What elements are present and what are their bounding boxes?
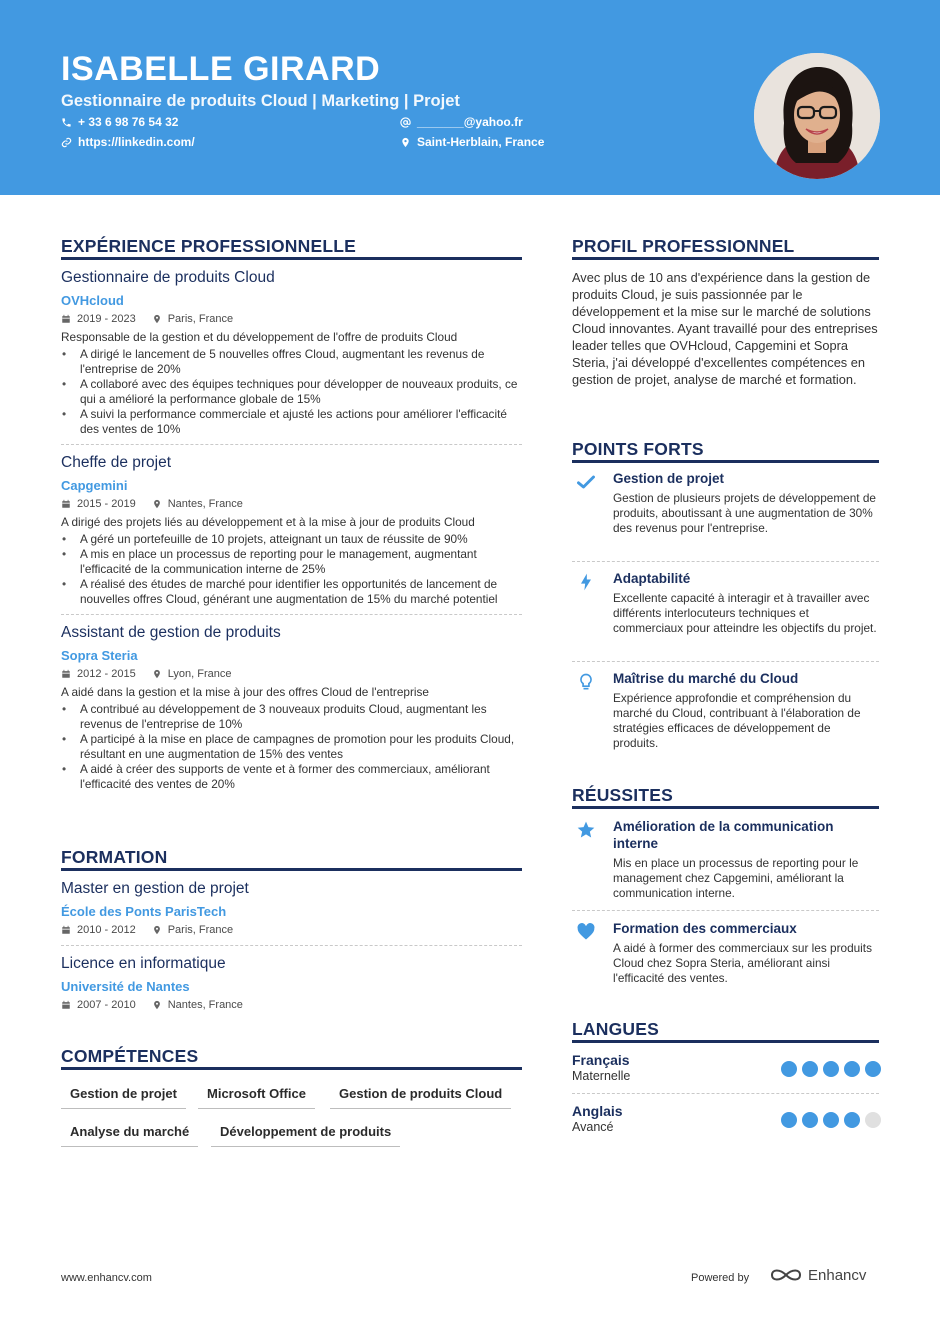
job-dates: 2012 - 2015 (77, 668, 136, 680)
job-title: Gestionnaire de produits Cloud (61, 269, 275, 286)
degree-title: Licence en informatique (61, 955, 226, 972)
skill-tag: Gestion de produits Cloud (330, 1086, 511, 1109)
job-meta (61, 668, 522, 680)
achievement-title: Amélioration de la communication interne (613, 819, 834, 851)
section-title-profile: PROFIL PROFESSIONNEL (572, 236, 795, 256)
section-divider (572, 257, 879, 260)
calendar-icon (61, 314, 71, 324)
profile-summary: Avec plus de 10 ans d'expérience dans la gestion de produits Cloud, je suis passionnée par le développement et la mise sur le marché de solutions Cloud innovantes. Ayant travaillé pour des entreprises leader telles que OVHcloud, Capgemini et Sopra Steria, j'ai développé d'excellentes compétences en gestion de projet, analyse de marché et formation. (572, 270, 878, 387)
entry-divider (61, 444, 522, 445)
link-contact (61, 135, 195, 149)
strength-item (572, 470, 879, 536)
lightbulb-icon (576, 672, 596, 692)
skill-tag: Analyse du marché (61, 1124, 198, 1147)
education-meta (61, 924, 522, 936)
language-rating (781, 1112, 881, 1128)
brand-name: Enhancv (808, 1266, 867, 1284)
star-icon (576, 820, 596, 840)
rating-dot-empty (865, 1112, 881, 1128)
company-name: OVHcloud (61, 293, 124, 308)
strength-description: Expérience approfondie et compréhension du marché du Cloud, contribuant à l'élaboration de stratégies efficaces de développement de produits. (613, 691, 861, 750)
section-divider (61, 1067, 522, 1070)
job-meta (61, 498, 522, 510)
education-dates: 2007 - 2010 (77, 999, 136, 1011)
strength-description: Gestion de plusieurs projets de développement de produits, aboutissant à une augmentation de 30% des revenus pour l'entreprise. (613, 491, 876, 535)
job-summary: Responsable de la gestion et du développement de l'offre de produits Cloud (61, 330, 458, 344)
job-bullet: • A mis en place un processus de reporting pour le management, augmentant l'efficacité de la communication interne de 25% (61, 547, 522, 577)
language-rating (781, 1061, 881, 1077)
achievement-item (572, 818, 879, 901)
candidate-subtitle: Gestionnaire de produits Cloud | Marketing | Projet (61, 92, 460, 110)
job-location: Nantes, France (167, 498, 243, 510)
avatar (754, 53, 880, 179)
job-entry (61, 269, 522, 437)
entry-divider (572, 1093, 879, 1094)
phone-contact (61, 115, 178, 129)
degree-title: Master en gestion de projet (61, 880, 249, 897)
section-title-experience: EXPÉRIENCE PROFESSIONNELLE (61, 236, 356, 256)
strength-item (572, 670, 879, 751)
education-entry (61, 955, 522, 1011)
strength-item (572, 570, 879, 636)
linkedin-url[interactable]: https://linkedin.com/ (78, 135, 195, 149)
section-title-languages: LANGUES (572, 1019, 659, 1039)
strength-description: Excellente capacité à interagir et à travailler avec différents interlocuteurs techniques et commerciaux pour atteindre les objectifs du projet. (613, 591, 877, 635)
section-title-achievements: RÉUSSITES (572, 785, 673, 805)
experience-list (61, 269, 522, 792)
section-divider (61, 868, 522, 871)
job-bullet: • A suivi la performance commerciale et ajusté les actions pour améliorer l'efficacité des ventes de 10% (61, 407, 522, 437)
heart-icon (576, 922, 596, 942)
entry-divider (61, 614, 522, 615)
infinity-logo-icon (770, 1266, 802, 1284)
entry-divider (61, 945, 522, 946)
education-dates: 2010 - 2012 (77, 924, 136, 936)
job-bullet: • A dirigé le lancement de 5 nouvelles offres Cloud, augmentant les revenus de l'entreprise de 20% (61, 347, 522, 377)
section-divider (572, 806, 879, 809)
location-pin-icon (152, 499, 162, 509)
education-entry (61, 880, 522, 936)
language-name: Anglais (572, 1103, 623, 1119)
job-entry (61, 454, 522, 607)
calendar-icon (61, 925, 71, 935)
job-entry (61, 624, 522, 792)
strength-title: Adaptabilité (613, 571, 691, 586)
link-icon (61, 137, 72, 148)
education-meta (61, 999, 522, 1011)
powered-by-label: Powered by (691, 1272, 750, 1284)
section-title-skills: COMPÉTENCES (61, 1046, 199, 1066)
rating-dot-filled (802, 1061, 818, 1077)
check-icon (576, 472, 596, 492)
skill-tag: Gestion de projet (61, 1086, 186, 1109)
achievement-description: A aidé à former des commerciaux sur les produits Cloud chez Sopra Steria, améliorant ainsi l'efficacité des ventes. (613, 941, 872, 985)
job-bullet: • A participé à la mise en place de campagnes de promotion pour les produits Cloud, résultant en une augmentation de 15% des ventes (61, 732, 522, 762)
job-bullets (61, 532, 522, 607)
section-divider (61, 257, 522, 260)
calendar-icon (61, 499, 71, 509)
job-summary: A dirigé des projets liés au développement et à la mise à jour de produits Cloud (61, 515, 475, 529)
education-location: Paris, France (167, 924, 234, 936)
rating-dot-filled (823, 1112, 839, 1128)
job-meta (61, 313, 522, 325)
skill-tag: Développement de produits (211, 1124, 400, 1147)
job-location: Paris, France (167, 313, 234, 325)
rating-dot-filled (865, 1061, 881, 1077)
location-pin-icon (400, 137, 411, 148)
rating-dot-filled (823, 1061, 839, 1077)
job-bullet: • A aidé à créer des supports de vente et à former des commerciaux, améliorant l'efficacité des ventes de 20% (61, 762, 522, 792)
section-divider (572, 1040, 879, 1043)
enhancv-logo[interactable] (770, 1266, 866, 1284)
rating-dot-filled (781, 1112, 797, 1128)
job-summary: A aidé dans la gestion et la mise à jour des offres Cloud de l'entreprise (61, 685, 429, 699)
location-pin-icon (152, 314, 162, 324)
job-bullet: • A contribué au développement de 3 nouveaux produits Cloud, augmentant les revenus de l'entreprise de 10% (61, 702, 522, 732)
location-contact (400, 135, 544, 149)
strength-title: Gestion de projet (613, 471, 725, 486)
entry-divider (572, 910, 879, 911)
entry-divider (572, 661, 879, 662)
company-name: Sopra Steria (61, 648, 138, 663)
section-title-strengths: POINTS FORTS (572, 439, 704, 459)
company-name: Capgemini (61, 478, 128, 493)
education-list (61, 880, 522, 1011)
rating-dot-filled (844, 1061, 860, 1077)
job-dates: 2019 - 2023 (77, 313, 136, 325)
rating-dot-filled (781, 1061, 797, 1077)
section-divider (572, 460, 879, 463)
skill-tag: Microsoft Office (198, 1086, 315, 1109)
entry-divider (572, 561, 879, 562)
location-text: Saint-Herblain, France (417, 135, 545, 149)
email-contact (400, 115, 523, 129)
at-icon (400, 117, 411, 128)
job-bullet: • A collaboré avec des équipes techniques pour développer de nouveaux produits, ce qui a amélioré la performance globale de 15% (61, 377, 522, 407)
job-title: Assistant de gestion de produits (61, 624, 281, 641)
rating-dot-filled (802, 1112, 818, 1128)
language-level: Maternelle (572, 1069, 631, 1083)
language-level: Avancé (572, 1120, 614, 1134)
job-bullet: • A géré un portefeuille de 10 projets, atteignant un taux de réussite de 90% (61, 532, 522, 547)
location-pin-icon (152, 1000, 162, 1010)
rating-dot-filled (844, 1112, 860, 1128)
achievement-description: Mis en place un processus de reporting pour le management chez Capgemini, améliorant la communication interne. (613, 856, 859, 900)
school-name: Université de Nantes (61, 979, 190, 994)
job-dates: 2015 - 2019 (77, 498, 136, 510)
job-bullets (61, 347, 522, 437)
strength-title: Maîtrise du marché du Cloud (613, 671, 799, 686)
resume-header (0, 0, 940, 195)
achievement-item (572, 920, 879, 986)
calendar-icon (61, 1000, 71, 1010)
candidate-name: ISABELLE GIRARD (61, 50, 381, 88)
location-pin-icon (152, 669, 162, 679)
bolt-icon (576, 572, 596, 592)
location-pin-icon (152, 925, 162, 935)
phone-number: + 33 6 98 76 54 32 (78, 115, 179, 129)
section-title-education: FORMATION (61, 847, 168, 867)
education-location: Nantes, France (167, 999, 243, 1011)
language-name: Français (572, 1052, 630, 1068)
job-location: Lyon, France (167, 668, 232, 680)
job-bullets (61, 702, 522, 792)
achievement-title: Formation des commerciaux (613, 921, 797, 936)
footer-url[interactable]: www.enhancv.com (61, 1272, 152, 1284)
calendar-icon (61, 669, 71, 679)
phone-icon (61, 117, 72, 128)
email-address[interactable]: _______@yahoo.fr (417, 115, 523, 129)
job-title: Cheffe de projet (61, 454, 172, 471)
school-name: École des Ponts ParisTech (61, 904, 227, 919)
job-bullet: • A réalisé des études de marché pour identifier les opportunités de lancement de nouvelles offres Cloud, générant une augmentation de 15% du marché potentiel (61, 577, 522, 607)
